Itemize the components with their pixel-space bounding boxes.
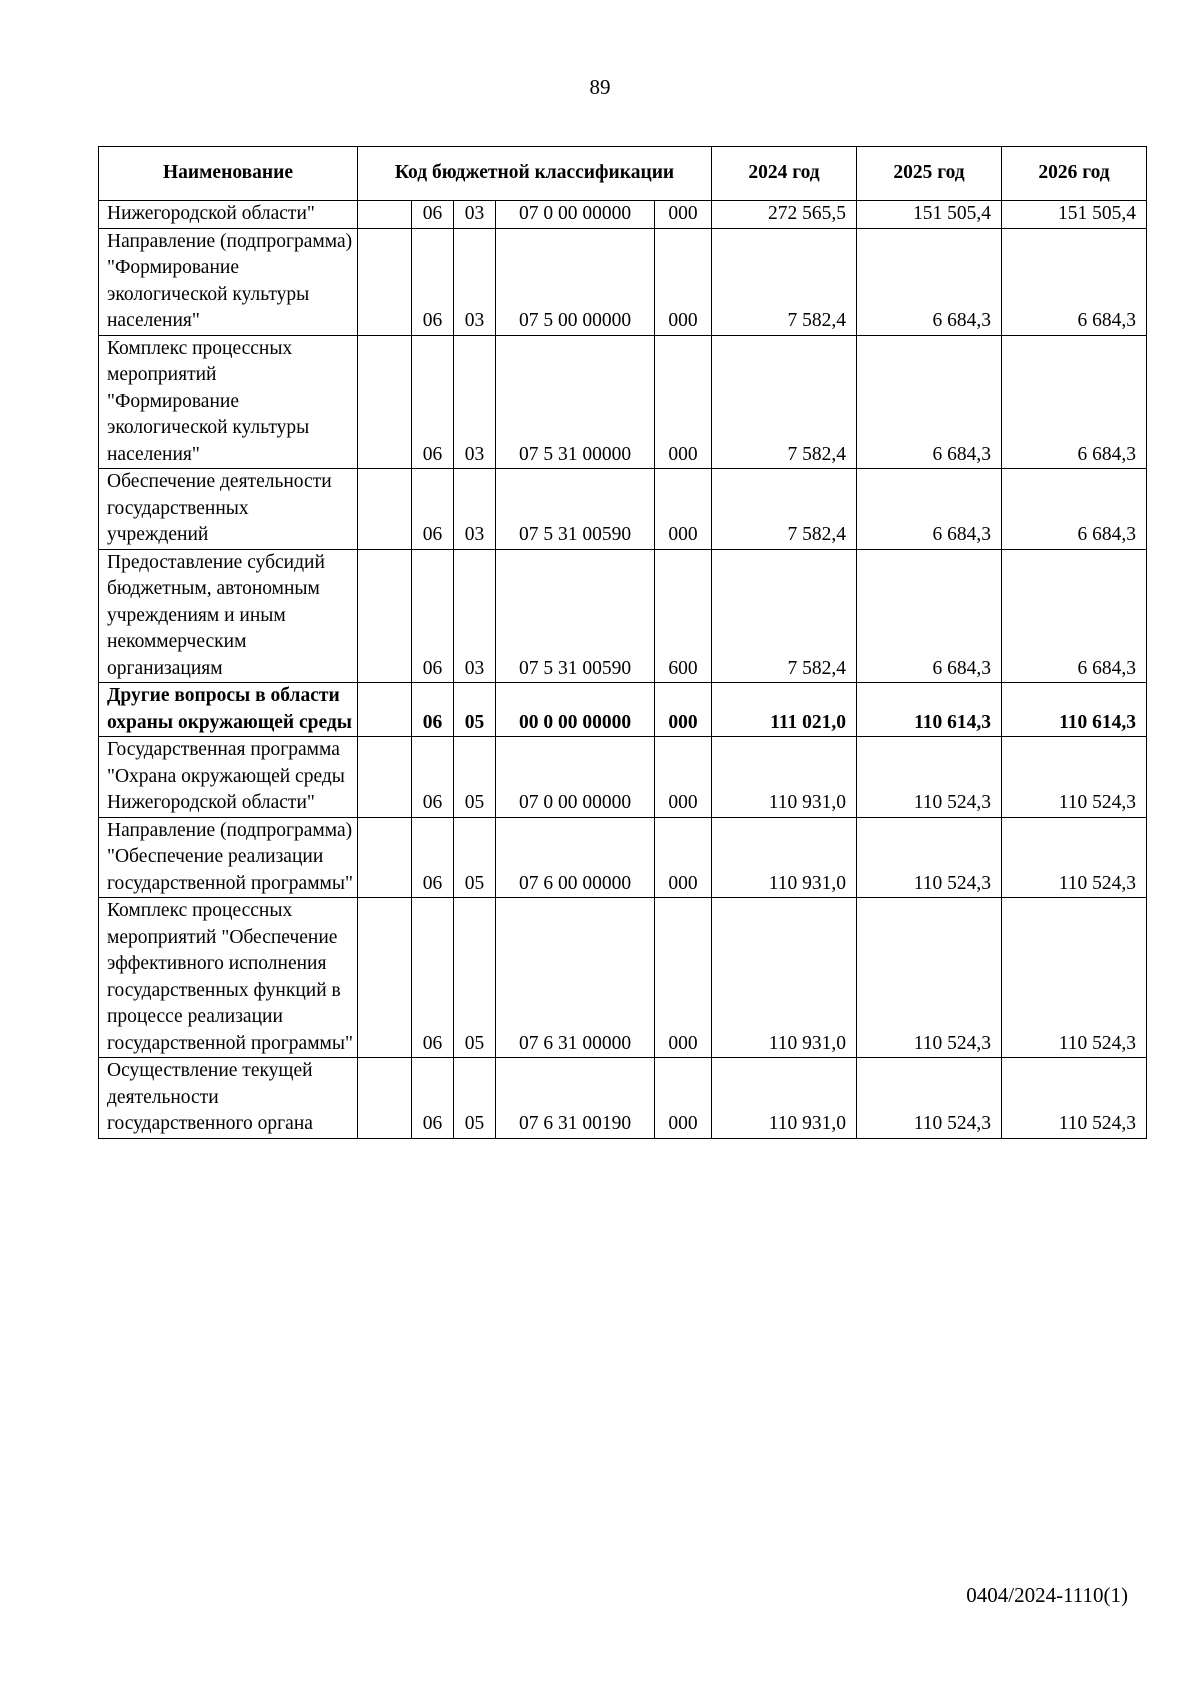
row-code-subsection: 03 [454, 201, 496, 229]
row-code-target: 07 6 31 00000 [496, 898, 655, 1058]
row-amount-2026: 6 684,3 [1002, 549, 1147, 683]
table-row [99, 549, 1147, 683]
row-amount-2026: 6 684,3 [1002, 228, 1147, 335]
row-code-subsection: 03 [454, 469, 496, 550]
row-amount-2026: 110 614,3 [1002, 683, 1147, 737]
row-code-subsection: 05 [454, 737, 496, 818]
row-code-subsection: 05 [454, 683, 496, 737]
row-code-empty [358, 549, 412, 683]
row-amount-2025: 110 524,3 [857, 817, 1002, 898]
row-code-expense-type: 000 [655, 737, 712, 818]
table-row [99, 469, 1147, 550]
row-name: Комплекс процессных мероприятий "Обеспечение эффективного исполнения государственных функций в процессе реализации государственной программы" [99, 898, 358, 1058]
document-number: 0404/2024-1110(1) [966, 1583, 1128, 1607]
table-row [99, 683, 1147, 737]
row-code-target: 07 5 00 00000 [496, 228, 655, 335]
row-amount-2026: 6 684,3 [1002, 335, 1147, 469]
row-name: Направление (подпрограмма) "Обеспечение реализации государственной программы" [99, 817, 358, 898]
row-code-subsection: 05 [454, 898, 496, 1058]
row-code-empty [358, 469, 412, 550]
row-name: Государственная программа "Охрана окружающей среды Нижегородской области" [99, 737, 358, 818]
row-code-target: 07 5 31 00590 [496, 549, 655, 683]
row-code-empty [358, 335, 412, 469]
row-code-expense-type: 000 [655, 817, 712, 898]
row-amount-2025: 6 684,3 [857, 549, 1002, 683]
budget-table [98, 146, 1147, 1139]
row-name: Нижегородской области" [99, 201, 358, 229]
row-code-section: 06 [412, 898, 454, 1058]
row-name: Обеспечение деятельности государственных учреждений [99, 469, 358, 550]
row-amount-2025: 151 505,4 [857, 201, 1002, 229]
row-code-expense-type: 000 [655, 335, 712, 469]
row-amount-2024: 110 931,0 [712, 737, 857, 818]
row-code-target: 07 6 31 00190 [496, 1058, 655, 1139]
row-code-expense-type: 000 [655, 201, 712, 229]
row-code-expense-type: 000 [655, 228, 712, 335]
row-code-subsection: 05 [454, 1058, 496, 1139]
row-amount-2024: 110 931,0 [712, 817, 857, 898]
row-code-expense-type: 000 [655, 898, 712, 1058]
row-code-section: 06 [412, 683, 454, 737]
row-amount-2024: 272 565,5 [712, 201, 857, 229]
row-code-section: 06 [412, 335, 454, 469]
table-row [99, 335, 1147, 469]
row-amount-2024: 7 582,4 [712, 335, 857, 469]
header-2024: 2024 год [712, 147, 857, 201]
table-row [99, 737, 1147, 818]
row-code-target: 07 5 31 00000 [496, 335, 655, 469]
row-amount-2024: 7 582,4 [712, 549, 857, 683]
row-code-empty [358, 817, 412, 898]
row-code-expense-type: 000 [655, 683, 712, 737]
table-header-row [99, 147, 1147, 201]
row-amount-2026: 110 524,3 [1002, 737, 1147, 818]
row-code-subsection: 05 [454, 817, 496, 898]
row-code-target: 07 5 31 00590 [496, 469, 655, 550]
row-amount-2024: 110 931,0 [712, 898, 857, 1058]
row-amount-2025: 6 684,3 [857, 335, 1002, 469]
header-2025: 2025 год [857, 147, 1002, 201]
row-code-empty [358, 228, 412, 335]
row-amount-2024: 111 021,0 [712, 683, 857, 737]
row-code-target: 00 0 00 00000 [496, 683, 655, 737]
row-code-section: 06 [412, 228, 454, 335]
row-code-expense-type: 000 [655, 469, 712, 550]
row-amount-2026: 110 524,3 [1002, 1058, 1147, 1139]
row-name: Предоставление субсидий бюджетным, автономным учреждениям и иным некоммерческим организациям [99, 549, 358, 683]
table-row [99, 817, 1147, 898]
row-code-empty [358, 1058, 412, 1139]
row-code-empty [358, 201, 412, 229]
row-amount-2025: 110 614,3 [857, 683, 1002, 737]
row-code-subsection: 03 [454, 549, 496, 683]
row-name: Осуществление текущей деятельности государственного органа [99, 1058, 358, 1139]
row-amount-2024: 110 931,0 [712, 1058, 857, 1139]
row-amount-2025: 110 524,3 [857, 1058, 1002, 1139]
row-code-subsection: 03 [454, 228, 496, 335]
row-code-section: 06 [412, 817, 454, 898]
row-name: Комплекс процессных мероприятий "Формирование экологической культуры населения" [99, 335, 358, 469]
row-code-subsection: 03 [454, 335, 496, 469]
row-amount-2026: 6 684,3 [1002, 469, 1147, 550]
row-code-expense-type: 600 [655, 549, 712, 683]
row-code-target: 07 6 00 00000 [496, 817, 655, 898]
header-2026: 2026 год [1002, 147, 1147, 201]
row-amount-2026: 151 505,4 [1002, 201, 1147, 229]
row-code-section: 06 [412, 1058, 454, 1139]
header-name: Наименование [99, 147, 358, 201]
row-code-section: 06 [412, 469, 454, 550]
row-amount-2025: 110 524,3 [857, 898, 1002, 1058]
row-amount-2025: 6 684,3 [857, 228, 1002, 335]
row-amount-2025: 6 684,3 [857, 469, 1002, 550]
table-row [99, 228, 1147, 335]
table-row [99, 898, 1147, 1058]
row-code-target: 07 0 00 00000 [496, 737, 655, 818]
row-name: Другие вопросы в области охраны окружающей среды [99, 683, 358, 737]
row-code-empty [358, 737, 412, 818]
row-code-section: 06 [412, 737, 454, 818]
row-amount-2026: 110 524,3 [1002, 898, 1147, 1058]
row-amount-2024: 7 582,4 [712, 469, 857, 550]
row-name: Направление (подпрограмма) "Формирование экологической культуры населения" [99, 228, 358, 335]
row-code-target: 07 0 00 00000 [496, 201, 655, 229]
header-code: Код бюджетной классификации [358, 147, 712, 201]
table-row [99, 1058, 1147, 1139]
row-code-expense-type: 000 [655, 1058, 712, 1139]
row-amount-2026: 110 524,3 [1002, 817, 1147, 898]
row-code-section: 06 [412, 549, 454, 683]
table-row [99, 201, 1147, 229]
page-number: 89 [589, 75, 611, 99]
row-code-empty [358, 898, 412, 1058]
row-amount-2024: 7 582,4 [712, 228, 857, 335]
row-amount-2025: 110 524,3 [857, 737, 1002, 818]
table-body [99, 201, 1147, 1139]
row-code-empty [358, 683, 412, 737]
row-code-section: 06 [412, 201, 454, 229]
